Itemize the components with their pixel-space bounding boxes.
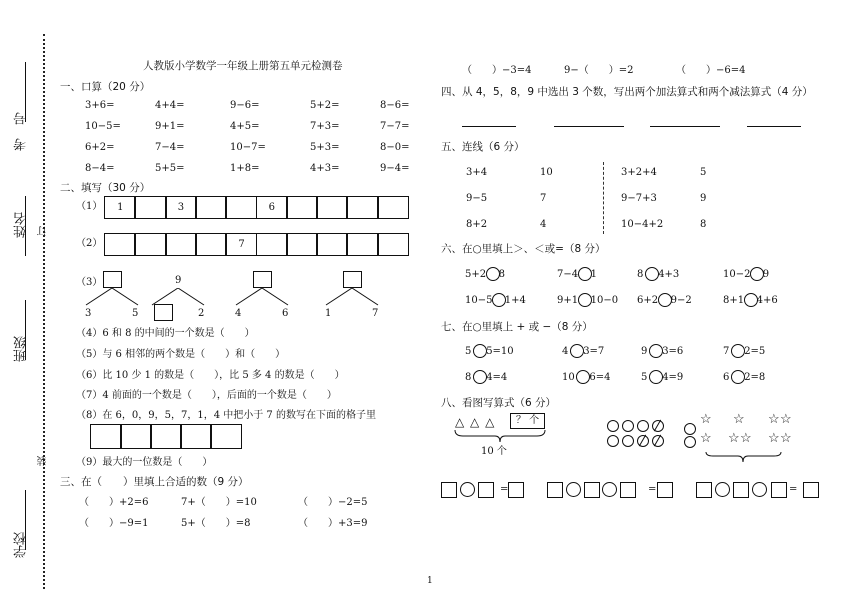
circle-right-operand: 1 [590, 269, 597, 280]
fill-blank-item: （ ）−2=5 [298, 497, 368, 508]
circle-right-operand: 4+6 [756, 295, 778, 306]
oral-calc-item: 5+3= [310, 142, 340, 153]
oral-calc-item: 4+4= [155, 100, 185, 111]
split-top-number: 9 [175, 275, 182, 286]
match-left-value: 10 [540, 167, 553, 178]
answer-circle [473, 344, 487, 358]
equation-box [620, 482, 636, 498]
split-left-box [154, 304, 173, 321]
number-cell [346, 233, 378, 256]
split-branches [324, 288, 380, 306]
circle-right-operand: 3=6 [662, 346, 684, 357]
star-icon: ☆ [768, 412, 780, 427]
circle-left-operand: 6+2 [637, 295, 659, 306]
equation-box [478, 482, 494, 498]
circle-icon [622, 435, 634, 447]
circle-left-operand: 7 [723, 346, 730, 357]
match-left-expr: 3+4 [466, 167, 488, 178]
circle-right-operand: 9−2 [670, 295, 692, 306]
number-cell-value: 7 [238, 239, 245, 250]
equals-sign: = [789, 484, 798, 495]
question-box [510, 413, 545, 429]
school-label: 学校 [14, 532, 29, 558]
circle-right-operand: 2=8 [744, 372, 766, 383]
fill-blank-item: 5+（ ）=8 [181, 518, 251, 529]
number-cell [134, 233, 166, 256]
brace-1 [453, 428, 547, 446]
oral-calc-item: 7+3= [310, 121, 340, 132]
answer-cell [120, 424, 152, 449]
answer-circle [645, 267, 659, 281]
q7-text: （7）4 前面的一个数是（ ），后面的一个数是（ ） [76, 390, 337, 401]
fill-blank-item: （ ）+3=9 [298, 518, 368, 529]
number-cell [256, 233, 288, 256]
star-icon: ☆ [700, 412, 712, 427]
circle-left-operand: 7−4 [557, 269, 579, 280]
number-cell [377, 196, 409, 219]
answer-circle [731, 370, 745, 384]
oral-calc-item: 8−4= [85, 163, 115, 174]
section-2-title: 二、填写（30 分） [60, 182, 151, 194]
oral-calc-item: 5+2= [310, 100, 340, 111]
circle-right-operand: 9 [762, 269, 770, 280]
equation-circle [602, 482, 617, 497]
matching-divider [603, 162, 604, 234]
answer-circle [658, 293, 672, 307]
equation-box [508, 482, 524, 498]
circle-icon [607, 435, 619, 447]
section-1-title: 一、口算（20 分） [60, 81, 151, 93]
section-5-title: 五、连线（6 分） [441, 141, 525, 153]
circle-right-operand: 4=4 [486, 372, 508, 383]
split-right-number: 6 [282, 308, 289, 319]
number-cell [346, 196, 378, 219]
number-cell [286, 196, 318, 219]
circle-left-operand: 10 [562, 372, 575, 383]
star-icon: ☆ [780, 412, 792, 427]
answer-circle [486, 267, 500, 281]
circle-left-operand: 10−5 [465, 295, 493, 306]
circle-icon [607, 420, 619, 432]
answer-circle [649, 370, 663, 384]
circle-left-operand: 9+1 [557, 295, 579, 306]
oral-calc-item: 9−6= [230, 100, 260, 111]
brace-3 [704, 450, 784, 466]
equation-circle [566, 482, 581, 497]
circle-left-operand: 8+1 [723, 295, 745, 306]
answer-circle [570, 344, 584, 358]
circle-left-operand: 9 [641, 346, 648, 357]
circle-right-operand: 4+3 [658, 269, 680, 280]
fill-blank-item: （ ）−6=4 [676, 65, 746, 76]
exam-no-label: 考 号 [14, 112, 29, 151]
binding-dotted-line [43, 34, 45, 589]
section-6-title: 六、在○里填上＞、＜或=（8 分） [441, 243, 606, 255]
match-right-value: 9 [700, 193, 707, 204]
oral-calc-item: 8−6= [380, 100, 410, 111]
number-cell-value: 1 [117, 202, 124, 213]
circle-left-operand: 8 [637, 269, 644, 280]
match-left-expr: 8+2 [466, 219, 488, 230]
circle-icon [637, 420, 649, 432]
star-icon: ☆ [700, 431, 712, 446]
answer-circle [578, 267, 592, 281]
number-cell-value: 6 [268, 202, 276, 213]
fill-blank-item: （ ）−3=4 [462, 65, 532, 76]
answer-cell [180, 424, 212, 449]
equation-box [696, 482, 712, 498]
circle-left-operand: 8 [465, 372, 472, 383]
match-right-value: 8 [700, 219, 707, 230]
answer-circle [731, 344, 745, 358]
answer-cell [150, 424, 182, 449]
circle-right-operand: 6=4 [589, 372, 611, 383]
number-cell [134, 196, 166, 219]
total-label: 10 个 [481, 446, 507, 457]
q2-label: （2） [76, 238, 103, 249]
equation-box [733, 482, 749, 498]
star-icon: ☆ [733, 412, 745, 427]
match-left-expr: 9−5 [466, 193, 488, 204]
split-right-number: 5 [132, 308, 139, 319]
class-label: 班级 [14, 336, 29, 362]
split-branches [84, 288, 140, 306]
oral-calc-item: 8−0= [380, 142, 410, 153]
answer-line-2 [554, 126, 624, 127]
circle-right-operand: 10−0 [590, 295, 619, 306]
number-cell [225, 233, 257, 256]
question-box-text: ？ 个 [516, 415, 540, 426]
number-cell [165, 233, 197, 256]
oral-calc-item: 5+5= [155, 163, 185, 174]
number-cell [165, 196, 197, 219]
circle-right-operand: 2=5 [744, 346, 766, 357]
equation-box [441, 482, 457, 498]
equation-box [584, 482, 600, 498]
equation-box [803, 482, 819, 498]
oral-calc-item: 7−4= [155, 142, 185, 153]
oral-calc-item: 7−7= [380, 121, 410, 132]
answer-circle [649, 344, 663, 358]
split-branches [234, 288, 290, 306]
answer-line-1 [462, 126, 516, 127]
answer-line-3 [650, 126, 720, 127]
circle-left-operand: 5+2 [465, 269, 487, 280]
circle-right-operand: 8 [498, 269, 505, 280]
circle-right-operand: 3=7 [583, 346, 605, 357]
answer-line-4 [747, 126, 801, 127]
oral-calc-item: 4+5= [230, 121, 260, 132]
star-icon: ☆ [780, 431, 792, 446]
answer-cell [90, 424, 122, 449]
circle-left-operand: 6 [723, 372, 730, 383]
circle-right-operand: 4=9 [662, 372, 684, 383]
oral-calc-item: 1+8= [230, 163, 260, 174]
star-icon: ☆ [728, 431, 740, 446]
fill-blank-item: （ ）+2=6 [79, 497, 149, 508]
star-icon: ☆ [768, 431, 780, 446]
equation-box [547, 482, 563, 498]
q4-text: （4）6 和 8 的中间的一个数是（ ） [76, 328, 255, 339]
oral-calc-item: 9−4= [380, 163, 410, 174]
oral-calc-item: 10−5= [85, 121, 121, 132]
number-cell [316, 196, 348, 219]
number-cell [377, 233, 409, 256]
answer-circle [578, 293, 592, 307]
q5-text: （5）与 6 相邻的两个数是（ ）和（ ） [76, 349, 286, 360]
equation-box [657, 482, 673, 498]
circle-left-operand: 5 [465, 346, 472, 357]
split-top-box [103, 271, 122, 288]
equals-sign: = [648, 484, 657, 495]
answer-circle [576, 370, 590, 384]
triangles-group: △ △ △ [455, 415, 496, 429]
equation-circle [752, 482, 767, 497]
section-3-title: 三、在（ ）里填上合适的数（9 分） [60, 476, 249, 488]
match-left-value: 4 [540, 219, 547, 230]
number-cell-value: 3 [177, 202, 185, 213]
split-left-number: 4 [235, 308, 242, 319]
circle-left-operand: 10−2 [723, 269, 751, 280]
ding-label: 订 [38, 226, 49, 236]
oral-calc-item: 6+2= [85, 142, 115, 153]
answer-circle [492, 293, 506, 307]
number-cell [316, 233, 348, 256]
star-icon: ☆ [740, 431, 752, 446]
split-left-number: 1 [325, 308, 332, 319]
fill-blank-item: 7+（ ）=10 [181, 497, 257, 508]
equals-sign: = [500, 484, 509, 495]
match-left-value: 7 [540, 193, 547, 204]
number-cell [195, 233, 227, 256]
split-top-box [253, 271, 272, 288]
circle-left-operand: 4 [562, 346, 569, 357]
number-cell [225, 196, 257, 219]
q8-text: （8）在 6，0，9，5，7，1，4 中把小于 7 的数写在下面的格子里 [76, 410, 376, 421]
answer-cell [210, 424, 242, 449]
number-cell [286, 233, 318, 256]
zhuang-label: 装 [38, 456, 49, 466]
match-right-value: 5 [700, 167, 707, 178]
number-cell [195, 196, 227, 219]
answer-circle [473, 370, 487, 384]
fill-blank-item: 9−（ ）=2 [564, 65, 634, 76]
q3-label: （3） [76, 277, 103, 288]
answer-circle [750, 267, 764, 281]
name-label: 姓名 [14, 212, 29, 238]
equation-box [771, 482, 787, 498]
fill-blank-item: （ ）−9=1 [79, 518, 149, 529]
section-7-title: 七、在○里填上 + 或 −（8 分） [441, 321, 593, 333]
circle-right-operand: 1+4 [504, 295, 526, 306]
q1-label: （1） [76, 201, 103, 212]
split-right-number: 2 [198, 308, 205, 319]
circle-right-operand: 5=10 [486, 346, 514, 357]
split-top-box [343, 271, 362, 288]
circle-icon [684, 436, 696, 448]
circle-icon [684, 423, 696, 435]
q6-text: （6）比 10 少 1 的数是（ ），比 5 多 4 的数是（ ） [76, 370, 345, 381]
q9-text: （9）最大的一位数是（ ） [76, 457, 213, 468]
number-cell [256, 196, 288, 219]
match-right-expr: 10−4+2 [621, 219, 664, 230]
number-cell [104, 233, 136, 256]
section-4-title: 四、从 4，5，8，9 中选出 3 个数，写出两个加法算式和两个减法算式（4 分） [441, 86, 813, 98]
oral-calc-item: 10−7= [230, 142, 266, 153]
number-cell [104, 196, 136, 219]
equation-circle [715, 482, 730, 497]
answer-circle [744, 293, 758, 307]
section-8-title: 八、看图写算式（6 分） [441, 397, 557, 409]
oral-calc-item: 3+6= [85, 100, 115, 111]
circle-left-operand: 5 [641, 372, 648, 383]
match-right-expr: 3+2+4 [621, 167, 657, 178]
match-right-expr: 9−7+3 [621, 193, 657, 204]
circle-icon [622, 420, 634, 432]
page-number: 1 [427, 576, 433, 586]
equation-circle [460, 482, 475, 497]
oral-calc-item: 9+1= [155, 121, 185, 132]
split-left-number: 3 [85, 308, 92, 319]
split-right-number: 7 [372, 308, 379, 319]
oral-calc-item: 4+3= [310, 163, 340, 174]
page-title: 人教版小学数学一年级上册第五单元检测卷 [143, 60, 343, 72]
